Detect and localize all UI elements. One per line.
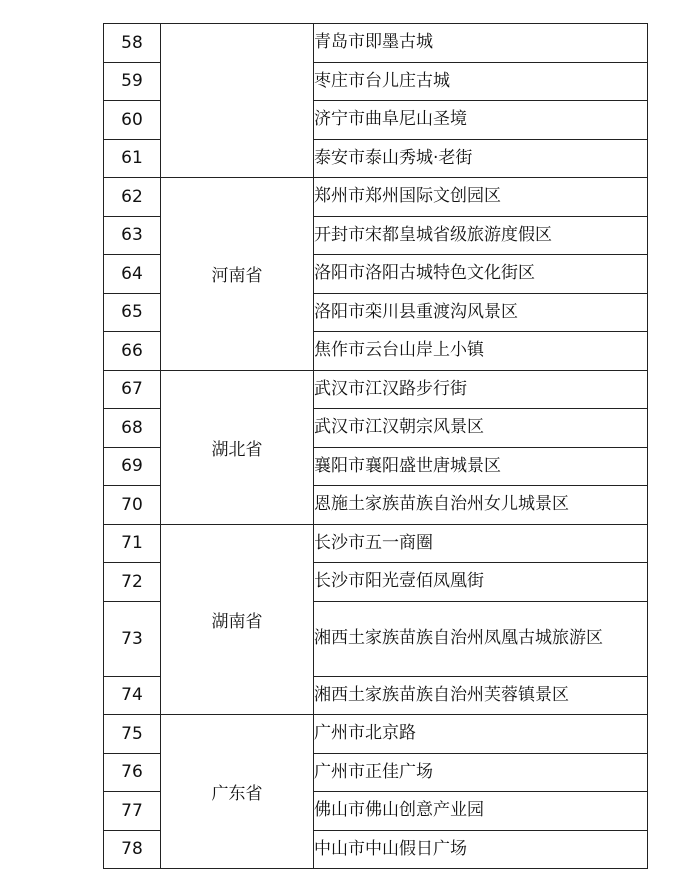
scenic-area-name: 泰安市泰山秀城·老街 bbox=[314, 139, 648, 178]
scenic-area-name: 郑州市郑州国际文创园区 bbox=[314, 178, 648, 217]
scenic-area-name: 洛阳市栾川县重渡沟风景区 bbox=[314, 293, 648, 332]
table-row bbox=[104, 524, 648, 563]
row-number: 70 bbox=[104, 486, 161, 525]
row-number: 63 bbox=[104, 216, 161, 255]
row-number: 75 bbox=[104, 715, 161, 754]
row-number: 62 bbox=[104, 178, 161, 217]
scenic-area-name: 长沙市阳光壹佰凤凰街 bbox=[314, 563, 648, 602]
table-row bbox=[104, 715, 648, 754]
row-number: 64 bbox=[104, 255, 161, 294]
scenic-area-name: 中山市中山假日广场 bbox=[314, 830, 648, 869]
row-number: 65 bbox=[104, 293, 161, 332]
row-number: 68 bbox=[104, 409, 161, 448]
row-number: 67 bbox=[104, 370, 161, 409]
row-number: 76 bbox=[104, 753, 161, 792]
scenic-area-name: 湘西土家族苗族自治州芙蓉镇景区 bbox=[314, 676, 648, 715]
province-cell: 湖北省 bbox=[161, 370, 314, 524]
row-number: 61 bbox=[104, 139, 161, 178]
table-row bbox=[104, 24, 648, 63]
scenic-area-table bbox=[103, 23, 648, 869]
province-cell bbox=[161, 24, 314, 178]
scenic-area-name: 青岛市即墨古城 bbox=[314, 24, 648, 63]
scenic-area-name: 济宁市曲阜尼山圣境 bbox=[314, 101, 648, 140]
scenic-area-name: 恩施土家族苗族自治州女儿城景区 bbox=[314, 486, 648, 525]
scenic-area-name: 洛阳市洛阳古城特色文化街区 bbox=[314, 255, 648, 294]
row-number: 73 bbox=[104, 601, 161, 676]
scenic-area-name: 武汉市江汉路步行街 bbox=[314, 370, 648, 409]
table-row bbox=[104, 370, 648, 409]
row-number: 69 bbox=[104, 447, 161, 486]
province-cell: 广东省 bbox=[161, 715, 314, 869]
scenic-area-name: 武汉市江汉朝宗风景区 bbox=[314, 409, 648, 448]
row-number: 78 bbox=[104, 830, 161, 869]
row-number: 71 bbox=[104, 524, 161, 563]
province-cell: 河南省 bbox=[161, 178, 314, 371]
table-row bbox=[104, 178, 648, 217]
table-body bbox=[104, 24, 648, 869]
scenic-area-name: 开封市宋都皇城省级旅游度假区 bbox=[314, 216, 648, 255]
row-number: 77 bbox=[104, 792, 161, 831]
scenic-area-name: 广州市正佳广场 bbox=[314, 753, 648, 792]
scenic-area-name: 焦作市云台山岸上小镇 bbox=[314, 332, 648, 371]
row-number: 66 bbox=[104, 332, 161, 371]
scenic-area-name: 长沙市五一商圈 bbox=[314, 524, 648, 563]
row-number: 58 bbox=[104, 24, 161, 63]
scenic-area-name: 广州市北京路 bbox=[314, 715, 648, 754]
scenic-area-name: 湘西土家族苗族自治州凤凰古城旅游区 bbox=[314, 601, 648, 676]
row-number: 72 bbox=[104, 563, 161, 602]
province-cell: 湖南省 bbox=[161, 524, 314, 715]
row-number: 74 bbox=[104, 676, 161, 715]
scenic-area-name: 佛山市佛山创意产业园 bbox=[314, 792, 648, 831]
scenic-area-name: 枣庄市台儿庄古城 bbox=[314, 62, 648, 101]
row-number: 60 bbox=[104, 101, 161, 140]
row-number: 59 bbox=[104, 62, 161, 101]
scenic-area-name: 襄阳市襄阳盛世唐城景区 bbox=[314, 447, 648, 486]
